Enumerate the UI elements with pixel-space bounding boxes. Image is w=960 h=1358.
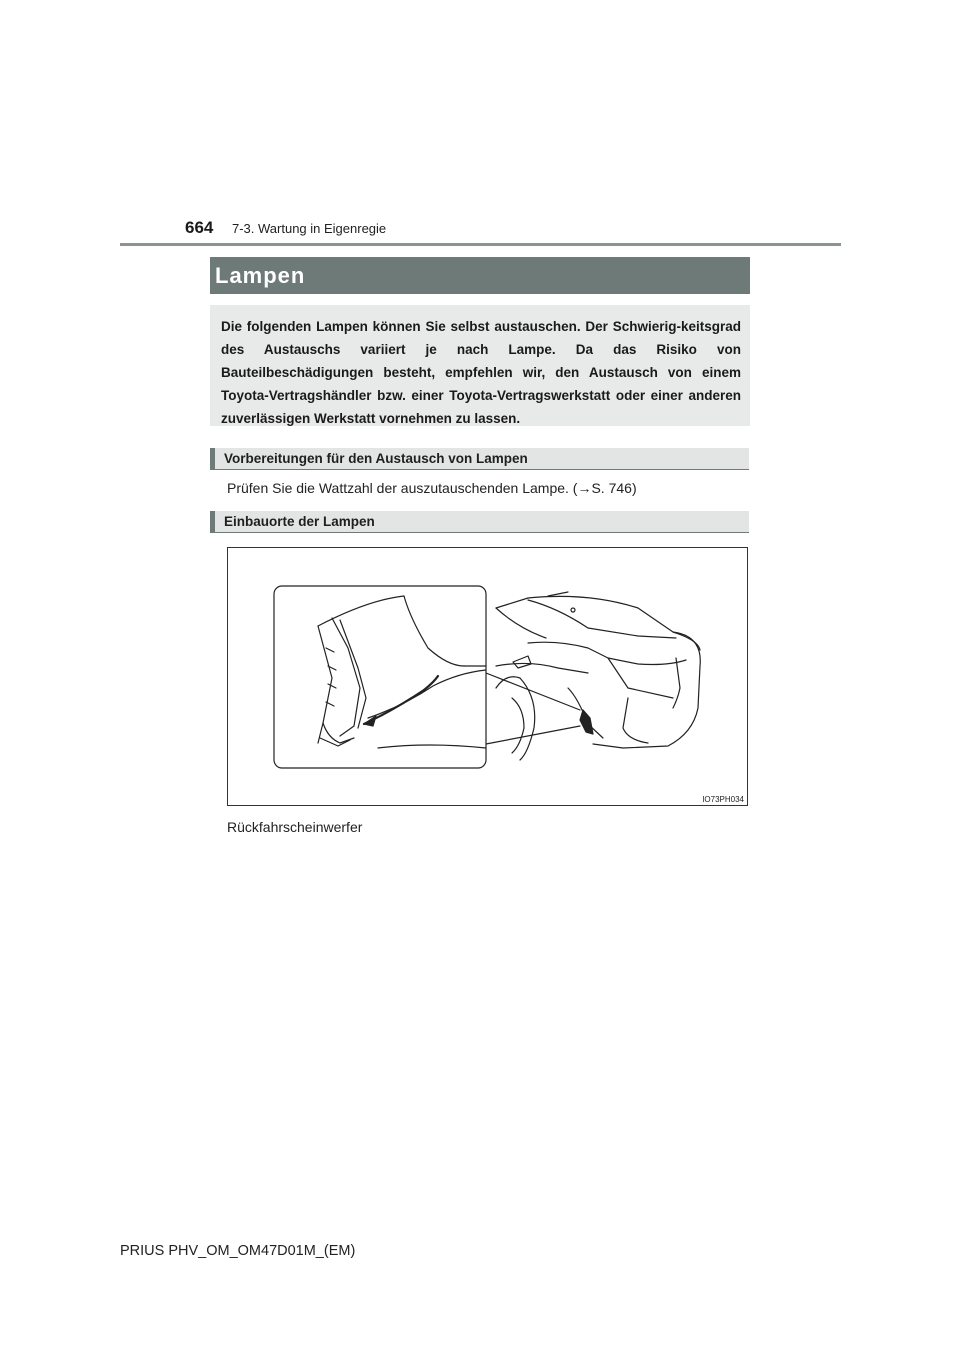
chapter-title: 7-3. Wartung in Eigenregie [232, 221, 387, 236]
subheading-preparation [210, 448, 749, 470]
intro-box [210, 305, 750, 426]
subheading-locations-label: Einbauorte der Lampen [224, 514, 375, 529]
figure-caption: Rückfahrscheinwerfer [227, 819, 363, 835]
car-rear-end [593, 632, 700, 748]
section-title: Lampen [210, 257, 750, 294]
subheading-bar [210, 511, 215, 533]
charge-port [513, 656, 531, 668]
header-rule [120, 243, 841, 246]
car-roof-outline [496, 596, 700, 650]
car-rear-wheel [496, 677, 535, 760]
subheading-bar [210, 448, 215, 470]
figure-code: IO73PH034 [702, 795, 744, 804]
document-id: PRIUS PHV_OM_OM47D01M_(EM) [120, 1243, 356, 1259]
reverse-lamp [580, 710, 593, 734]
subheading-preparation-label: Vorbereitungen für den Austausch von Lampen [224, 451, 528, 466]
lamp-location-figure [227, 547, 748, 806]
car-rear-illustration [228, 548, 747, 805]
page-number: 664 [185, 218, 214, 237]
preparation-text: Prüfen Sie die Wattzahl der auszutauschenden Lampe. (→S. 746) [227, 480, 637, 496]
intro-text: Die folgenden Lampen können Sie selbst austauschen. Der Schwierig-keitsgrad des Austauschs variiert je nach Lampe. Da das Risiko von Bauteilbeschädigungen besteht, empfehlen wir, den Austausch von einem Toyota-Vertragshändler bzw. einer Toyota-Vertragswerkstatt oder einer anderen zuverlässigen Werkstatt vornehmen zu lassen. [221, 319, 741, 426]
callout-line [486, 726, 580, 744]
subheading-locations [210, 511, 749, 533]
car-rear-window [496, 608, 546, 638]
